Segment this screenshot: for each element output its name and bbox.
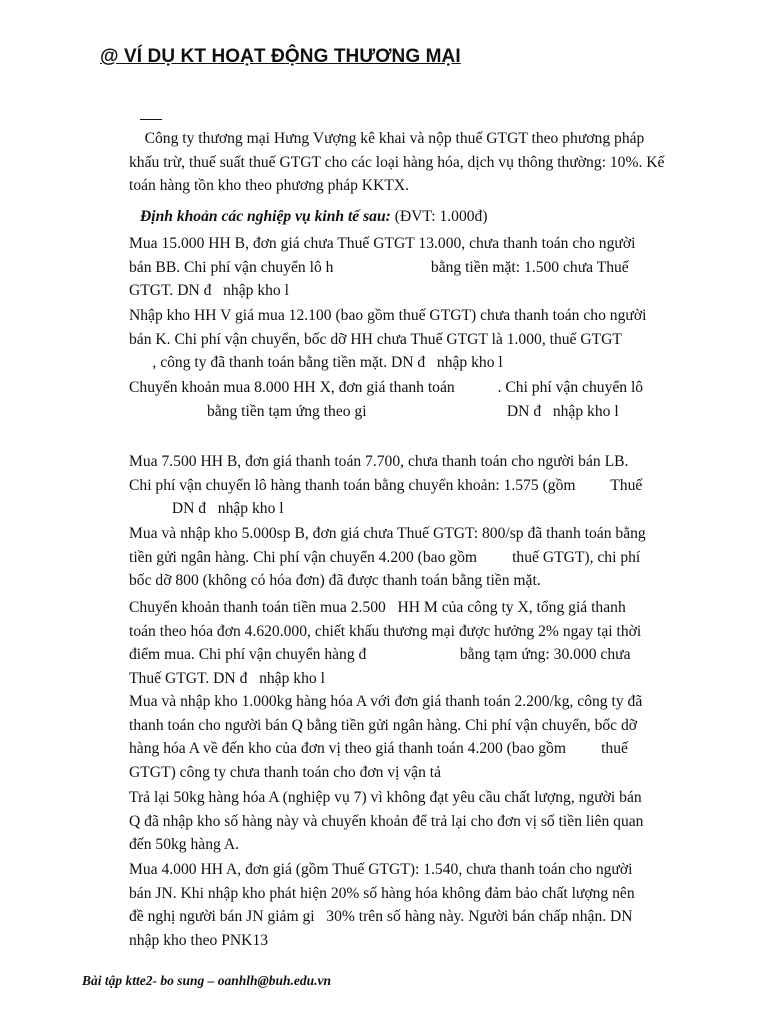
text-line: Trả lại 50kg hàng hóa A (nghiệp vụ 7) vì không đạt yêu cầu chất lượng, người bán — [129, 789, 642, 806]
text-line: bằng tiền tạm ứng theo gi DN đ nhập kho l — [129, 402, 619, 420]
intro-paragraph — [129, 127, 709, 198]
text-line: Mua và nhập kho 1.000kg hàng hóa A với đơn giá thanh toán 2.200/kg, công ty đã — [129, 693, 643, 710]
text-line: điểm mua. Chi phí vận chuyển hàng đ bằng tạm ứng: 30.000 chưa — [129, 646, 631, 663]
transaction-item-4 — [129, 450, 709, 521]
transaction-item-6 — [129, 596, 709, 690]
text-line: DN đ nhập kho l — [129, 500, 284, 517]
text-line: GTGT) công ty chưa thanh toán cho đơn vị vận tả — [129, 763, 442, 781]
transaction-item-3 — [129, 376, 709, 423]
text-line: Mua và nhập kho 5.000sp B, đơn giá chưa Thuế GTGT: 800/sp đã thanh toán bằng — [129, 525, 646, 542]
text-line: Mua 4.000 HH A, đơn giá (gồm Thuế GTGT): 1.540, chưa thanh toán cho người — [129, 861, 633, 878]
text-line: toán theo hóa đơn 4.620.000, chiết khấu thương mại được hưởng 2% ngay tại thời — [129, 622, 642, 640]
text-line: Công ty thương mại Hưng Vượng kê khai và nộp thuế GTGT theo phương pháp — [129, 130, 645, 147]
transaction-item-1 — [129, 232, 709, 303]
text-line: đến 50kg hàng A. — [129, 836, 240, 853]
text-line: bốc dỡ 800 (không có hóa đơn) đã được thanh toán bằng tiền mặt. — [129, 572, 541, 589]
transaction-item-5 — [129, 522, 709, 593]
text-line: thanh toán cho người bán Q bằng tiền gửi ngân hàng. Chi phí vận chuyển, bốc dỡ — [129, 716, 638, 734]
text-line: Nhập kho HH V giá mua 12.100 (bao gồm thuế GTGT) chưa thanh toán cho người — [129, 307, 647, 324]
text-line: Mua 15.000 HH B, đơn giá chưa Thuế GTGT 13.000, chưa thanh toán cho người — [129, 235, 636, 252]
text-line: Chuyển khoản mua 8.000 HH X, đơn giá thanh toán . Chi phí vận chuyển lô — [129, 379, 644, 396]
section-heading — [140, 205, 720, 229]
heading-unit: (ĐVT: 1.000đ) — [390, 208, 488, 225]
text-line: Q đã nhập kho số hàng này và chuyển khoản để trả lại cho đơn vị số tiền liên quan — [129, 812, 644, 830]
text-line: Chi phí vận chuyển lô hàng thanh toán bằng chuyển khoản: 1.575 (gồm Thuế — [129, 476, 643, 494]
heading-emphasis: Định khoản các nghiệp vụ kinh tế sau: — [140, 208, 391, 225]
page-title: @ VÍ DỤ KT HOẠT ĐỘNG THƯƠNG MẠI — [100, 46, 461, 67]
text-line: GTGT. DN đ nhập kho l — [129, 282, 289, 299]
transaction-item-8 — [129, 786, 709, 857]
text-line: bán BB. Chi phí vận chuyển lô h bằng tiền mặt: 1.500 chưa Thuế — [129, 258, 629, 276]
transaction-item-9 — [129, 858, 709, 952]
short-rule — [140, 119, 162, 120]
text-line: hàng hóa A về đến kho của đơn vị theo giá thanh toán 4.200 (bao gồm thuế — [129, 740, 628, 757]
text-line: đề nghị người bán JN giảm gi 30% trên số hàng này. Người bán chấp nhận. DN — [129, 908, 633, 925]
text-line: khấu trừ, thuế suất thuế GTGT cho các loại hàng hóa, dịch vụ thông thường: 10%. Kế — [129, 153, 665, 171]
text-line: Chuyển khoản thanh toán tiền mua 2.500 HH M của công ty X, tổng giá thanh — [129, 599, 626, 616]
transaction-item-7 — [129, 690, 709, 784]
text-line: bán K. Chi phí vận chuyển, bốc dỡ HH chưa Thuế GTGT là 1.000, thuế GTGT — [129, 330, 622, 348]
page-footer: Bài tập ktte2- bo sung – oanhlh@buh.edu.vn — [82, 973, 332, 988]
text-line: nhập kho theo PNK13 — [129, 931, 269, 949]
text-line: tiền gửi ngân hàng. Chi phí vận chuyển 4.200 (bao gồm thuế GTGT), chi phí — [129, 548, 641, 566]
text-line: , công ty đã thanh toán bằng tiền mặt. DN đ nhập kho l — [129, 354, 503, 371]
text-line: bán JN. Khi nhập kho phát hiện 20% số hàng hóa không đảm bảo chất lượng nên — [129, 884, 635, 902]
text-line: toán hàng tồn kho theo phương pháp KKTX. — [129, 177, 410, 194]
transaction-item-2 — [129, 304, 709, 375]
text-line: Thuế GTGT. DN đ nhập kho l — [129, 669, 325, 687]
text-line: Mua 7.500 HH B, đơn giá thanh toán 7.700, chưa thanh toán cho người bán LB. — [129, 453, 629, 470]
